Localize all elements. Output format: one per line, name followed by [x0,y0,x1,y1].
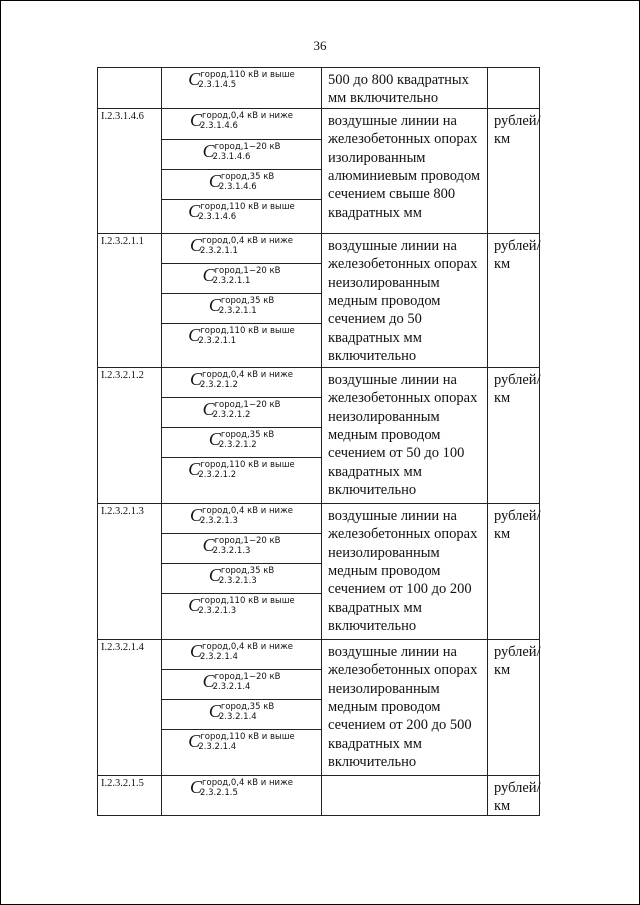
page-number: 36 [313,38,327,53]
formula-cell [162,427,322,457]
formula-subscript: 2.3.2.1.3 [212,545,251,556]
item-description: воздушные линии на железобетонных опорах неизолированным медным проводом сечением от 100 до 200 квадратных мм включительно [322,503,488,639]
item-code [98,68,162,109]
formula-subscript: 2.3.2.1.4 [200,651,238,662]
item-unit: рублей/км [488,503,540,639]
formula-superscript: город,35 кВ [220,565,275,576]
rate-formula [209,428,274,450]
rate-symbol: C [188,200,201,221]
rate-symbol: C [188,730,201,751]
formula-cell [162,563,322,593]
formula-superscript: город,110 кВ и выше [200,459,295,470]
table-row [98,367,540,397]
formula-subscript: 2.3.2.1.1 [200,245,238,256]
item-description: воздушные линии на железобетонных опорах неизолированным медным проводом сечением до 50 квадратных мм включительно [322,233,488,367]
rate-symbol: C [190,776,203,797]
rate-formula [203,264,281,286]
rate-symbol: C [188,324,201,345]
formula-subscript: 2.3.1.4.6 [218,181,257,192]
item-unit [488,68,540,109]
formula-subscript: 2.3.2.1.1 [218,305,257,316]
rate-formula [188,324,294,346]
formula-subscript: 2.3.1.4.6 [212,151,251,162]
formula-subscript: 2.3.2.1.1 [212,275,251,286]
formula-subscript: 2.3.2.1.2 [218,439,257,450]
formula-superscript: город,0,4 кВ и ниже [202,369,293,380]
rate-formula [190,109,293,131]
formula-cell [162,775,322,815]
formula-superscript: город,110 кВ и выше [200,201,295,212]
item-code: I.2.3.2.1.1 [98,233,162,367]
rate-formula [190,504,293,526]
formula-cell [162,108,322,139]
rate-symbol: C [202,398,215,419]
rate-symbol: C [190,504,203,525]
formula-cell [162,233,322,263]
rate-formula [209,170,274,192]
item-code: I.2.3.1.4.6 [98,108,162,233]
formula-cell [162,397,322,427]
formula-superscript: город,1−20 кВ [214,399,281,410]
item-unit: рублей/км [488,367,540,503]
table-row [98,68,540,109]
formula-subscript: 2.3.2.1.4 [218,711,257,722]
item-code: I.2.3.2.1.3 [98,503,162,639]
rate-symbol: C [188,594,201,615]
rate-symbol: C [190,109,203,130]
rate-symbol: C [190,234,203,255]
item-description: воздушные линии на железобетонных опорах неизолированным медным проводом сечением от 50 до 100 квадратных мм включительно [322,367,488,503]
rate-formula [203,398,281,420]
formula-subscript: 2.3.1.4.6 [200,120,238,131]
rate-symbol: C [202,140,215,161]
rate-symbol: C [190,368,203,389]
formula-subscript: 2.3.2.1.3 [218,575,257,586]
formula-subscript: 2.3.1.4.5 [198,80,237,90]
item-unit: рублей/км [488,108,540,233]
table-row [98,503,540,533]
formula-cell [162,367,322,397]
formula-subscript: 2.3.2.1.2 [200,379,238,390]
rate-symbol: C [202,534,215,555]
item-code: I.2.3.2.1.5 [98,775,162,815]
rate-formula [190,776,293,798]
formula-cell [162,729,322,775]
formula-cell [162,293,322,323]
rate-symbol: C [202,264,215,285]
rate-symbol: C [208,294,221,315]
rate-symbol: C [188,458,201,479]
formula-superscript: город,110 кВ и выше [200,731,295,742]
formula-cell [162,139,322,169]
formula-superscript: город,0,4 кВ и ниже [202,505,293,516]
formula-superscript: город,35 кВ [220,701,275,712]
rate-formula [203,670,281,692]
rate-symbol: C [208,564,221,585]
item-code: I.2.3.2.1.2 [98,367,162,503]
rate-symbol: C [202,670,215,691]
rate-formula [188,458,294,480]
formula-cell [162,263,322,293]
rate-formula [190,234,293,256]
table-row [98,639,540,669]
formula-cell [162,199,322,233]
formula-subscript: 2.3.2.1.4 [212,681,251,692]
rate-formula [190,640,293,662]
item-code: I.2.3.2.1.4 [98,639,162,775]
rate-formula [203,534,281,556]
formula-cell [162,169,322,199]
table-row [98,233,540,263]
formula-superscript: город,0,4 кВ и ниже [202,641,293,652]
formula-subscript: 2.3.2.1.2 [212,409,251,420]
formula-cell [162,323,322,367]
formula-subscript: 2.3.2.1.3 [198,605,237,616]
item-description: 500 до 800 квадратных мм включительно [322,68,488,109]
formula-superscript: город,0,4 кВ и ниже [202,235,293,246]
rate-symbol: C [190,640,203,661]
formula-superscript: город,35 кВ [220,171,275,182]
formula-superscript: город,1−20 кВ [214,671,281,682]
rate-formula [190,368,293,390]
rate-symbol: C [208,700,221,721]
tariff-table [97,67,540,816]
item-unit: рублей/км [488,639,540,775]
rate-formula [209,700,274,722]
formula-superscript: город,1−20 кВ [214,535,281,546]
formula-subscript: 2.3.2.1.1 [198,335,237,346]
rate-symbol: C [188,69,201,89]
item-description: воздушные линии на железобетонных опорах неизолированным медным проводом сечением от 200 до 500 квадратных мм включительно [322,639,488,775]
table-row [98,108,540,139]
formula-superscript: город,110 кВ и выше [200,325,295,336]
formula-superscript: город,35 кВ [220,429,275,440]
formula-cell [162,699,322,729]
rate-formula [188,730,294,752]
rate-formula [209,294,274,316]
rate-formula [209,564,274,586]
formula-subscript: 2.3.2.1.2 [198,469,237,480]
item-description: воздушные линии на железобетонных опорах изолированным алюминиевым проводом сечением свыше 800 квадратных мм [322,108,488,233]
formula-superscript: город,0,4 кВ и ниже [202,110,293,121]
formula-subscript: 2.3.1.4.6 [198,211,237,222]
formula-superscript: город,0,4 кВ и ниже [202,777,293,788]
rate-symbol: C [208,428,221,449]
item-unit: рублей/км [488,233,540,367]
rate-formula [188,594,294,616]
formula-superscript: город,1−20 кВ [214,141,281,152]
item-description [322,775,488,815]
rate-formula [188,200,294,222]
formula-cell [162,68,322,109]
formula-superscript: город,110 кВ и выше [200,595,295,606]
formula-superscript: город,110 кВ и выше [200,70,295,80]
formula-superscript: город,1−20 кВ [214,265,281,276]
rate-formula [188,68,294,90]
formula-cell [162,457,322,503]
formula-cell [162,593,322,639]
rate-formula [203,140,281,162]
formula-cell [162,503,322,533]
formula-cell [162,669,322,699]
formula-cell [162,639,322,669]
table-row [98,775,540,815]
item-unit: рублей/км [488,775,540,815]
formula-subscript: 2.3.2.1.5 [200,787,238,798]
formula-subscript: 2.3.2.1.3 [200,515,238,526]
rate-symbol: C [208,170,221,191]
formula-subscript: 2.3.2.1.4 [198,741,237,752]
formula-superscript: город,35 кВ [220,295,275,306]
formula-cell [162,533,322,563]
